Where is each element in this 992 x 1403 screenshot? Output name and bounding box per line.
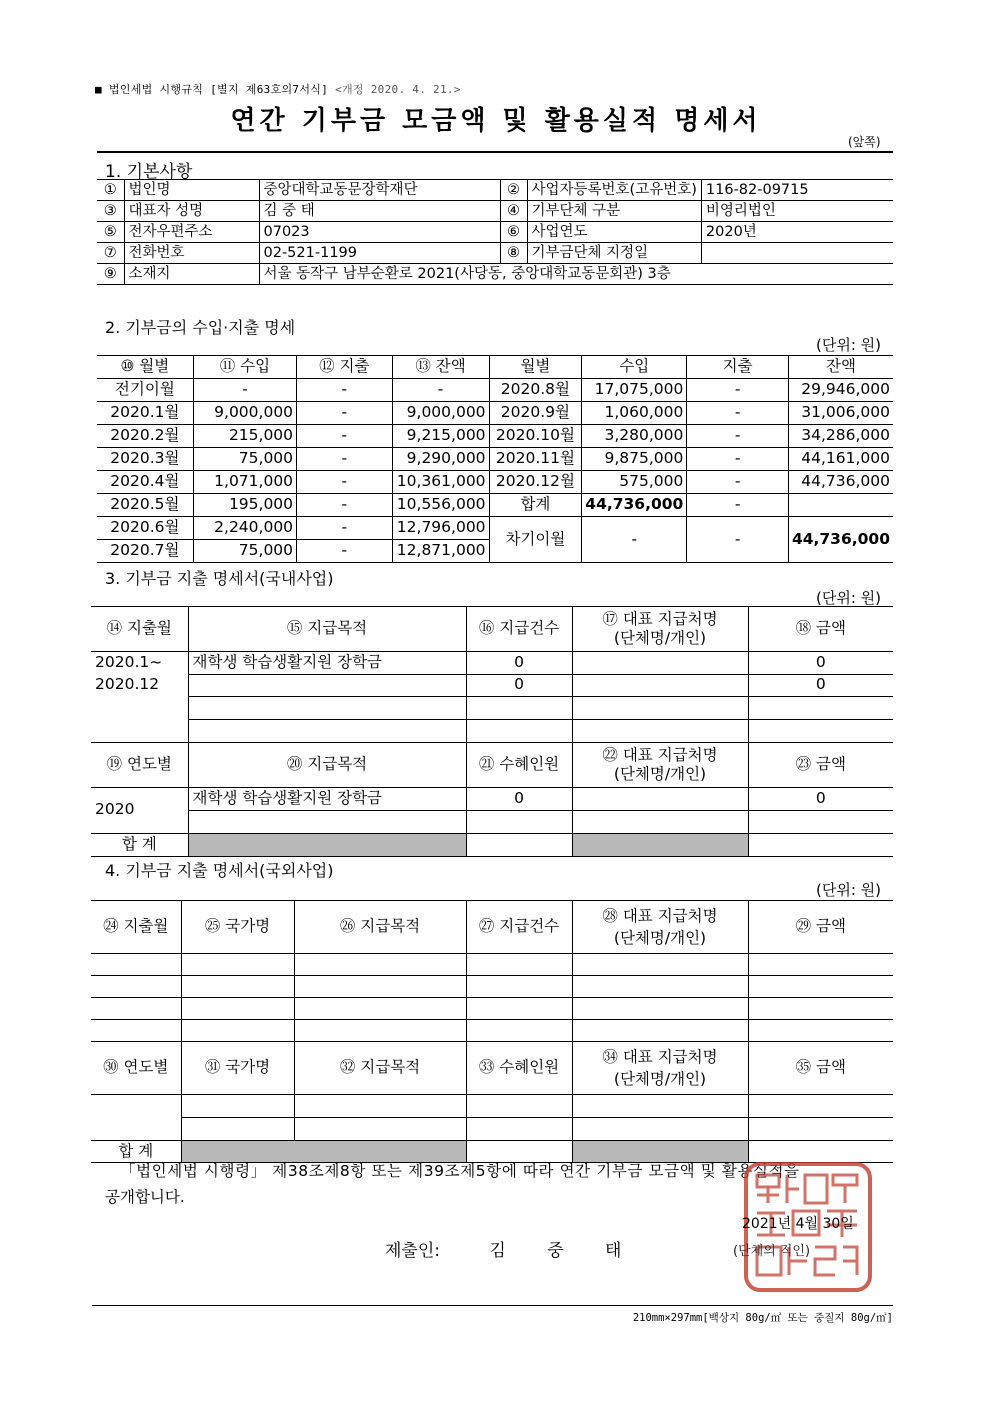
balance-cell: 9,215,000: [392, 425, 489, 448]
header-line: ㉒ 대표 지급처명: [602, 745, 718, 764]
column-header: [572, 901, 748, 954]
field-value: 02-521-1199: [259, 243, 500, 264]
balance-cell: 31,006,000: [788, 402, 893, 425]
header-line: ㉞ 대표 지급처명: [602, 1048, 718, 1066]
empty-cell: [572, 1020, 748, 1042]
empty-cell: [294, 1020, 466, 1042]
empty-cell: [294, 954, 466, 976]
month-cell: 2020.1월: [97, 402, 193, 425]
empty-cell: [466, 1118, 572, 1141]
field-value: 김 중 태: [259, 201, 500, 222]
carry-forward-expense: -: [687, 517, 789, 563]
header-line: (단체명/개인): [613, 929, 707, 947]
column-header: ㉜ 지급목적: [294, 1042, 466, 1095]
column-header: ⑲ 연도별: [91, 742, 188, 787]
domestic-year-header-row: [91, 742, 893, 787]
income-row: [97, 379, 893, 402]
field-value: 2020년: [701, 222, 893, 243]
table-row: [91, 1095, 893, 1118]
recipient-cell: [572, 652, 748, 675]
expense-month: 2020.1~: [91, 652, 188, 675]
field-label: 법인명: [124, 180, 259, 201]
expense-cell: -: [687, 494, 789, 517]
table-row: [91, 1118, 893, 1141]
income-cell: 9,000,000: [193, 402, 296, 425]
field-number: ⑨: [97, 264, 124, 285]
balance-cell: 44,736,000: [788, 471, 893, 494]
empty-cell: [748, 1020, 893, 1042]
month-cell: 2020.10월: [489, 425, 582, 448]
column-header: 월별: [489, 356, 582, 379]
expense-cell: -: [297, 379, 393, 402]
empty-cell: [466, 998, 572, 1020]
field-label: 대표자 성명: [124, 201, 259, 222]
empty-cell: [572, 810, 748, 833]
front-side-label: (앞쪽): [848, 135, 881, 149]
amount-cell: 0: [748, 652, 893, 675]
overseas-header-row: [91, 901, 893, 954]
expense-cell: -: [297, 494, 393, 517]
form-reference: [95, 81, 461, 97]
section4-unit: (단위: 원): [816, 881, 881, 899]
recipient-cell: [572, 787, 748, 810]
column-header: [572, 1042, 748, 1095]
column-header: ⑯ 지급건수: [466, 607, 572, 652]
section2-title: 2. 기부금의 수입·지출 명세: [105, 318, 296, 337]
column-header: ⑫ 지출: [297, 356, 393, 379]
total-row: [91, 833, 893, 856]
empty-cell: [748, 1118, 893, 1141]
column-header: [572, 607, 748, 652]
address-value: 서울 동작구 남부순환로 2021(사당동, 중앙대학교동문회관) 3층: [259, 264, 893, 285]
total-label: 합 계: [91, 833, 188, 856]
empty-cell: [91, 976, 181, 998]
field-number: ③: [97, 201, 124, 222]
empty-cell: [466, 1095, 572, 1118]
month-cell: 2020.8월: [489, 379, 582, 402]
address-label: 소재지: [124, 264, 259, 285]
carry-forward-income: -: [582, 517, 687, 563]
field-label: 전화번호: [124, 243, 259, 264]
expense-cell: -: [297, 448, 393, 471]
column-header: ㉚ 연도별: [91, 1042, 181, 1095]
column-header: [572, 742, 748, 787]
month-cell: 전기이월: [97, 379, 193, 402]
field-number: ①: [97, 180, 124, 201]
empty-cell: [294, 976, 466, 998]
expense-cell: -: [687, 379, 789, 402]
section2-unit: (단위: 원): [816, 336, 881, 354]
basic-info-row: [97, 180, 893, 201]
count-cell: 0: [466, 674, 572, 696]
basic-info-row: [97, 201, 893, 222]
expense-cell: -: [297, 425, 393, 448]
empty-cell: [181, 1095, 294, 1118]
empty-cell: [188, 696, 466, 719]
empty-cell: [294, 1095, 466, 1118]
income-cell: 9,875,000: [582, 448, 687, 471]
empty-cell: [748, 1095, 893, 1118]
shaded-cell: [188, 833, 466, 856]
column-header: ⑩ 월별: [97, 356, 193, 379]
amount-cell: 0: [748, 787, 893, 810]
revision-note: <개정 2020. 4. 21.>: [335, 83, 461, 96]
balance-cell: 29,946,000: [788, 379, 893, 402]
column-header: ⑳ 지급목적: [188, 742, 466, 787]
section3-title: 3. 기부금 지출 명세서(국내사업): [105, 569, 334, 588]
column-header: ⑭ 지출월: [91, 607, 188, 652]
empty-cell: [91, 719, 188, 742]
balance-cell: -: [392, 379, 489, 402]
income-cell: 75,000: [193, 540, 296, 563]
empty-cell: [294, 1118, 466, 1141]
document-title: 연간 기부금 모금액 및 활용실적 명세서: [230, 106, 762, 136]
field-value: 비영리법인: [701, 201, 893, 222]
year-cell: 2020: [91, 787, 188, 833]
submitter: [385, 1236, 639, 1261]
empty-cell: [748, 696, 893, 719]
address-row: [97, 264, 893, 285]
field-label: 전자우편주소: [124, 222, 259, 243]
column-header: ㉝ 수혜인원: [466, 1042, 572, 1095]
empty-cell: [91, 1020, 181, 1042]
income-cell: 575,000: [582, 471, 687, 494]
basic-info-table: [97, 179, 893, 285]
column-header: ㉛ 국가명: [181, 1042, 294, 1095]
income-cell: 215,000: [193, 425, 296, 448]
income-row: [97, 517, 893, 540]
balance-cell: 10,556,000: [392, 494, 489, 517]
table-row: [91, 652, 893, 675]
domestic-header-row: [91, 607, 893, 652]
month-cell: 2020.3월: [97, 448, 193, 471]
field-number: ⑥: [500, 222, 527, 243]
month-cell: 합계: [489, 494, 582, 517]
column-header: 수입: [582, 356, 687, 379]
column-header: ㉙ 금액: [748, 901, 893, 954]
basic-info-row: [97, 243, 893, 264]
month-cell: 2020.11월: [489, 448, 582, 471]
count-cell: 0: [466, 652, 572, 675]
seal-note: (단체의 직인): [733, 1244, 811, 1259]
income-row: [97, 448, 893, 471]
column-header: ⑬ 잔액: [392, 356, 489, 379]
amount-cell: 0: [748, 674, 893, 696]
table-row: [91, 998, 893, 1020]
overseas-expense-table: [91, 900, 893, 1163]
month-cell: 2020.4월: [97, 471, 193, 494]
total-amount: [748, 833, 893, 856]
balance-cell: 10,361,000: [392, 471, 489, 494]
empty-cell: [181, 1020, 294, 1042]
income-cell: 44,736,000: [582, 494, 687, 517]
legal-statement-line2: 공개합니다.: [105, 1188, 185, 1206]
table-row: [91, 719, 893, 742]
column-header: ㉗ 지급건수: [466, 901, 572, 954]
balance-cell: 9,000,000: [392, 402, 489, 425]
income-cell: 2,240,000: [193, 517, 296, 540]
field-label: 사업자등록번호(고유번호): [527, 180, 701, 201]
paper-spec: 210mm×297mm[백상지 80g/㎡ 또는 중질지 80g/㎡]: [632, 1312, 893, 1324]
table-row: [91, 954, 893, 976]
month-cell: 2020.7월: [97, 540, 193, 563]
carry-forward-balance: 44,736,000: [788, 517, 893, 563]
month-cell: 2020.5월: [97, 494, 193, 517]
section3-unit: (단위: 원): [816, 589, 881, 607]
empty-cell: [466, 976, 572, 998]
month-cell: 2020.12월: [489, 471, 582, 494]
income-row: [97, 471, 893, 494]
empty-cell: [748, 954, 893, 976]
balance-cell: [788, 494, 893, 517]
income-cell: 17,075,000: [582, 379, 687, 402]
balance-cell: 12,796,000: [392, 517, 489, 540]
legal-statement-line1: 「법인세법 시행령」 제38조제8항 또는 제39조제5항에 따라 연간 기부금 모금액 및 활용실적을: [120, 1162, 800, 1180]
empty-cell: [572, 1118, 748, 1141]
empty-cell: [466, 810, 572, 833]
field-label: 기부금단체 지정일: [527, 243, 701, 264]
empty-cell: [572, 954, 748, 976]
column-header: ㉓ 금액: [748, 742, 893, 787]
empty-cell: [748, 719, 893, 742]
income-header-row: [97, 356, 893, 379]
income-expense-table: [97, 355, 893, 563]
field-label: 기부단체 구분: [527, 201, 701, 222]
empty-cell: [466, 696, 572, 719]
purpose-cell: [188, 674, 466, 696]
overseas-year-header-row: [91, 1042, 893, 1095]
month-cell: 2020.6월: [97, 517, 193, 540]
table-row: [91, 787, 893, 810]
field-number: ②: [500, 180, 527, 201]
empty-cell: [181, 976, 294, 998]
empty-cell: [181, 998, 294, 1020]
submission-date: 2021년 4월 30일: [742, 1216, 854, 1232]
header-line: (단체명/개인): [613, 629, 707, 647]
form-reference-text: ■ 법인세법 시행규칙 [별지 제63호의7서식]: [95, 83, 329, 96]
shaded-cell: [572, 833, 748, 856]
carry-forward-label: 차기이월: [489, 517, 582, 563]
recipients-cell: 0: [466, 787, 572, 810]
income-row: [97, 402, 893, 425]
total-count: [466, 833, 572, 856]
field-value: 중앙대학교동문장학재단: [259, 180, 500, 201]
empty-cell: [91, 954, 181, 976]
footer-rule: [92, 1305, 893, 1306]
header-line: (단체명/개인): [613, 764, 707, 783]
field-number: ⑦: [97, 243, 124, 264]
field-value: [701, 243, 893, 264]
expense-cell: -: [687, 448, 789, 471]
empty-cell: [572, 1095, 748, 1118]
basic-info-row: [97, 222, 893, 243]
empty-cell: [181, 954, 294, 976]
balance-cell: 9,290,000: [392, 448, 489, 471]
column-header: 지출: [687, 356, 789, 379]
column-header: ㉔ 지출월: [91, 901, 181, 954]
field-value: 07023: [259, 222, 500, 243]
empty-cell: [188, 719, 466, 742]
table-row: [91, 696, 893, 719]
balance-cell: 12,871,000: [392, 540, 489, 563]
purpose-cell: 재학생 학습생활지원 장학금: [188, 787, 466, 810]
month-cell: 2020.9월: [489, 402, 582, 425]
empty-cell: [466, 954, 572, 976]
empty-cell: [748, 976, 893, 998]
expense-cell: -: [687, 471, 789, 494]
recipient-cell: [572, 674, 748, 696]
field-number: ⑤: [97, 222, 124, 243]
domestic-expense-table: [91, 606, 893, 857]
header-line: ㉘ 대표 지급처명: [602, 907, 718, 925]
expense-cell: -: [297, 540, 393, 563]
empty-cell: [91, 998, 181, 1020]
empty-cell: [91, 696, 188, 719]
section1-top-rule: [97, 151, 893, 153]
income-cell: 75,000: [193, 448, 296, 471]
empty-cell: [748, 810, 893, 833]
field-label: 사업연도: [527, 222, 701, 243]
table-row: [91, 810, 893, 833]
section1-title: 1. 기본사항: [105, 162, 193, 182]
submitter-label: 제출인:: [385, 1241, 440, 1261]
balance-cell: 44,161,000: [788, 448, 893, 471]
empty-cell: [294, 998, 466, 1020]
column-header: 잔액: [788, 356, 893, 379]
total-label: 합 계: [91, 1141, 181, 1163]
expense-cell: -: [297, 402, 393, 425]
balance-cell: 34,286,000: [788, 425, 893, 448]
purpose-cell: 재학생 학습생활지원 장학금: [188, 652, 466, 675]
header-line: (단체명/개인): [613, 1070, 707, 1088]
income-cell: -: [193, 379, 296, 402]
empty-cell: [188, 810, 466, 833]
empty-cell: [466, 719, 572, 742]
empty-cell: [572, 998, 748, 1020]
column-header: ㉕ 국가명: [181, 901, 294, 954]
income-cell: 195,000: [193, 494, 296, 517]
column-header: ㉟ 금액: [748, 1042, 893, 1095]
field-value: 116-82-09715: [701, 180, 893, 201]
empty-cell: [91, 1095, 181, 1141]
table-row: [91, 674, 893, 696]
empty-cell: [748, 998, 893, 1020]
expense-cell: -: [687, 402, 789, 425]
field-number: ⑧: [500, 243, 527, 264]
expense-cell: -: [297, 471, 393, 494]
expense-cell: -: [297, 517, 393, 540]
header-line: ⑰ 대표 지급처명: [602, 610, 718, 628]
column-header: ⑱ 금액: [748, 607, 893, 652]
table-row: [91, 1020, 893, 1042]
field-number: ④: [500, 201, 527, 222]
expense-cell: -: [687, 425, 789, 448]
income-cell: 1,071,000: [193, 471, 296, 494]
empty-cell: [572, 976, 748, 998]
section4-title: 4. 기부금 지출 명세서(국외사업): [105, 861, 334, 880]
column-header: ⑪ 수입: [193, 356, 296, 379]
column-header: ⑮ 지급목적: [188, 607, 466, 652]
empty-cell: [181, 1118, 294, 1141]
empty-cell: [572, 696, 748, 719]
table-row: [91, 976, 893, 998]
month-cell: 2020.2월: [97, 425, 193, 448]
income-cell: 1,060,000: [582, 402, 687, 425]
column-header: ㉖ 지급목적: [294, 901, 466, 954]
income-row: [97, 494, 893, 517]
empty-cell: [572, 719, 748, 742]
expense-month: 2020.12: [91, 674, 188, 696]
income-cell: 3,280,000: [582, 425, 687, 448]
column-header: ㉑ 수혜인원: [466, 742, 572, 787]
empty-cell: [466, 1020, 572, 1042]
submitter-name: 김 중 태: [489, 1241, 640, 1261]
income-row: [97, 425, 893, 448]
